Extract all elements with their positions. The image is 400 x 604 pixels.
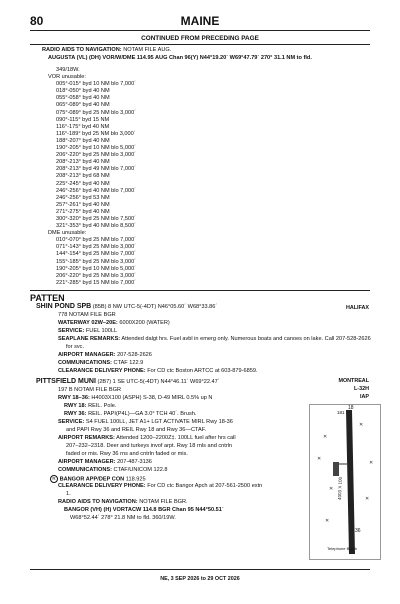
dme-unusable-item: 144°-154° byd 25 NM blo 7,000´ bbox=[56, 251, 137, 258]
vor-unusable-item: 321°-353° byd 40 NM blo 8,500´ bbox=[56, 223, 137, 230]
rwy-36-number: 36 bbox=[355, 528, 361, 534]
tree-icon: ✕ bbox=[325, 518, 330, 524]
waterway-label: WATERWAY 02W–20E: bbox=[58, 320, 118, 326]
rwy-18-number: 18 bbox=[348, 405, 354, 411]
shin-pond-waterway bbox=[58, 320, 170, 327]
pittsfield-comms bbox=[58, 467, 168, 474]
augusta-radio-aids bbox=[42, 47, 171, 54]
vor-unusable-item: 188°-207° byd 40 NM bbox=[56, 137, 110, 144]
remarks-text: Attended dalgt hrs. Fuel avbl in emerg only. Numerous boats and canoes on lake. Call 207-528-2626 bbox=[121, 336, 371, 342]
augusta-unusable-block bbox=[48, 59, 368, 287]
remarks-text: Attended 1200–2200Z‡. 100LL fuel after hrs call bbox=[116, 435, 236, 441]
pittsfield-remarks bbox=[58, 435, 236, 442]
header-rule-2 bbox=[30, 44, 370, 45]
pittsfield-line2: 197 B NOTAM FILE BGR bbox=[58, 387, 121, 393]
service-label: SERVICE: bbox=[58, 419, 85, 425]
page-number: 80 bbox=[30, 14, 44, 28]
tree-icon: ✕ bbox=[359, 422, 364, 428]
header-rule bbox=[30, 30, 370, 31]
dme-unusable-item: 221°-285° byd 15 NM blo 7,000´ bbox=[56, 279, 137, 286]
rwy18-label: RWY 18: bbox=[64, 403, 87, 409]
airport-diagram bbox=[309, 404, 381, 560]
vor-unusable-item: 208°-213° byd 49 NM blo 7,000´ bbox=[56, 166, 137, 173]
pittsfield-radio bbox=[58, 499, 188, 506]
runway-dimensions: 4003 X 100 bbox=[337, 476, 343, 501]
dme-unusable-item: 206°-220° byd 25 NM blo 3,000´ bbox=[56, 272, 137, 279]
vor-unusable-item: 116°-175° byd 40 NM bbox=[56, 123, 110, 130]
clearance-text: For CD ctc Boston ARTCC at 603-879-6859. bbox=[147, 368, 258, 374]
footer-rule bbox=[30, 569, 370, 570]
service-text: FUEL 100LL bbox=[85, 328, 118, 334]
pittsfield-remarks-line: 207–232–2318. Deer and turkeys invof arpt. Rwy 18 rnls and cntrln bbox=[66, 443, 233, 449]
rwy-text: H4003X100 (ASPH) S-38, D-49 MIRL 0.5% up N bbox=[91, 395, 213, 401]
approach-text: 118.925 bbox=[125, 476, 146, 483]
vor-unusable-item: 300°-320° byd 25 NM blo 7,500´ bbox=[56, 215, 137, 222]
rwy18-text: REIL. Pole. bbox=[88, 403, 117, 409]
pittsfield-name: PITTSFIELD MUNI bbox=[36, 378, 96, 385]
augusta-radio-label: RADIO AIDS TO NAVIGATION: bbox=[42, 47, 122, 53]
elevation-label: 181 bbox=[337, 410, 345, 415]
shin-pond-remarks-2: for svc. bbox=[66, 344, 85, 350]
vor-unusable-item: 116°-189° byd 25 NM blo 3,000´ bbox=[56, 130, 136, 137]
dme-unusable-label: DME unusable: bbox=[48, 230, 87, 237]
clearance-label: CLEARANCE DELIVERY PHONE: bbox=[58, 368, 146, 374]
augusta-vortac-line1: AUGUSTA (VL) (DH) VOR/W/DME 114.95 AUG Chan 96(Y) N44°19.20´ W69°47.79´ 270° 31.1 NM to fld. bbox=[48, 55, 312, 61]
radio-label: RADIO AIDS TO NAVIGATION: bbox=[58, 499, 138, 505]
rwy36-label: RWY 36: bbox=[64, 411, 87, 417]
remarks-label: AIRPORT REMARKS: bbox=[58, 435, 115, 441]
dme-unusable-item: 071°-143° byd 25 NM blo 3,000´ bbox=[56, 244, 137, 251]
pittsfield-clearance-2: 1. bbox=[66, 491, 71, 497]
vor-unusable-item: 075°-089° byd 25 NM blo 3,000´ bbox=[56, 109, 137, 116]
pittsfield-rwy36 bbox=[64, 411, 196, 418]
patten-rule bbox=[30, 290, 370, 291]
vor-unusable-item: 005°-015° byd 10 NM blo 7,000´ bbox=[56, 81, 137, 88]
shin-pond-clearance bbox=[58, 368, 258, 375]
pittsfield-service-2: and PAPI Rwy 36 and REIL Rwy 18 and Rwy 36—CTAF. bbox=[66, 427, 207, 433]
manager-text: 207-528-2626 bbox=[117, 352, 152, 358]
shin-pond-comms bbox=[58, 360, 143, 367]
augusta-radio-text: NOTAM FILE AUG. bbox=[123, 47, 172, 53]
continued-banner: CONTINUED FROM PRECEDING PAGE bbox=[141, 35, 259, 42]
vor-unusable-item: 190°-205° byd 10 NM blo 5,000´ bbox=[56, 145, 137, 152]
vor-unusable-item: 065°-089° byd 40 NM bbox=[56, 102, 110, 109]
pittsfield-rwy18 bbox=[64, 403, 116, 410]
pittsfield-id-line bbox=[36, 378, 220, 386]
bangor-vortac-line2: W68°52.44´ 278° 21.8 NM to fld. 360/19W. bbox=[70, 515, 176, 521]
shin-pond-remarks bbox=[58, 336, 371, 343]
vor-unusable-item: 246°-256° byd 53 NM bbox=[56, 194, 110, 201]
remarks-label: SEAPLANE REMARKS: bbox=[58, 336, 121, 342]
comms-label: COMMUNICATIONS: bbox=[58, 467, 112, 473]
tree-icon: ✕ bbox=[329, 486, 334, 492]
shin-pond-region: HALIFAX bbox=[345, 305, 369, 311]
vor-unusable-item: 208°-213° byd 68 NM bbox=[56, 173, 110, 180]
vor-unusable-item: 257°-261° byd 40 NM bbox=[56, 201, 110, 208]
service-label: SERVICE: bbox=[58, 328, 85, 334]
diagram-frame bbox=[310, 405, 381, 560]
pittsfield-manager bbox=[58, 459, 152, 466]
shin-pond-id-line bbox=[36, 303, 217, 311]
shin-pond-line2: 778 NOTAM FILE BGR bbox=[58, 312, 116, 318]
vor-unusable-item: 055°-058° byd 40 NM bbox=[56, 95, 110, 102]
pittsfield-clearance bbox=[58, 483, 262, 490]
pittsfield-iap: IAP bbox=[360, 394, 369, 400]
comms-text: CTAF 122.9 bbox=[113, 360, 144, 366]
manager-label: AIRPORT MANAGER: bbox=[58, 459, 116, 465]
pittsfield-id: (2B7) 1 SE UTC-5(-4DT) N44°46.11´ W69°22.47´ bbox=[97, 379, 220, 385]
vor-unusable-item: 246°-256° byd 40 NM blo 7,000´ bbox=[56, 187, 137, 194]
rwy-label: RWY 18–36: bbox=[58, 395, 90, 401]
vor-unusable-item: 018°-050° byd 40 NM bbox=[56, 88, 110, 95]
comms-text: CTAF/UNICOM 122.8 bbox=[113, 467, 168, 473]
dme-unusable-item: 010°-070° byd 25 NM blo 7,000´ bbox=[56, 237, 137, 244]
tree-icon: ✕ bbox=[369, 460, 374, 466]
tree-icon: ✕ bbox=[365, 496, 370, 502]
dme-unusable-item: 155°-185° byd 25 NM blo 3,000´ bbox=[56, 258, 137, 265]
rwy36-text: REIL. PAPI(P4L)—GA 3.0° TCH 40´. Brush. bbox=[88, 411, 197, 417]
radio-circle-icon: R bbox=[50, 475, 58, 483]
pittsfield-chart: L-32H bbox=[354, 386, 369, 392]
manager-text: 207-487-3136 bbox=[117, 459, 152, 465]
tree-icon: ✕ bbox=[317, 456, 322, 462]
pittsfield-service bbox=[58, 419, 233, 426]
augusta-vortac-line2: 349/18W. bbox=[56, 67, 80, 73]
shin-pond-manager bbox=[58, 352, 152, 359]
vor-unusable-item: 208°-213° byd 40 NM bbox=[56, 159, 110, 166]
vor-unusable-item: 090°-115° byd 15 NM bbox=[56, 116, 110, 123]
radio-text: NOTAM FILE BGR. bbox=[139, 499, 188, 505]
city-heading-patten: PATTEN bbox=[30, 293, 65, 303]
approach-label: BANGOR APP/DEP CON bbox=[59, 476, 125, 483]
vor-unusable-item: 271°-275° byd 40 NM bbox=[56, 208, 110, 215]
clearance-label: CLEARANCE DELIVERY PHONE: bbox=[58, 483, 146, 489]
waterway-text: 6000X200 (WATER) bbox=[119, 320, 170, 326]
vor-unusable-label: VOR unusable: bbox=[48, 74, 86, 81]
bangor-vortac-line1: BANGOR (VH) (H) VORTACW 114.8 BGR Chan 95 N44°50.51´ bbox=[64, 507, 224, 513]
pittsfield-region: MONTREAL bbox=[338, 378, 369, 384]
shin-pond-name: SHIN POND SPB bbox=[36, 303, 92, 310]
apron bbox=[333, 462, 339, 476]
shin-pond-service bbox=[58, 328, 117, 335]
dme-unusable-item: 190°-205° byd 10 NM blo 5,000´ bbox=[56, 265, 137, 272]
footer-effective-dates: NE, 3 SEP 2026 to 29 OCT 2026 bbox=[160, 576, 240, 582]
comms-label: COMMUNICATIONS: bbox=[58, 360, 112, 366]
vor-unusable-item: 225°-245° byd 40 NM bbox=[56, 180, 110, 187]
pittsfield-remarks-line: faded or mis. Rwy 36 rns and cntrln faded or mis. bbox=[66, 451, 188, 457]
shin-pond-id: (85B) 8 NW UTC-5(-4DT) N46°05.60´ W68°33.86´ bbox=[92, 304, 218, 310]
pittsfield-rwy bbox=[58, 395, 212, 402]
state-title: MAINE bbox=[180, 14, 220, 28]
service-text: S4 FUEL 100LL, JET A1+ LGT ACTIVATE MIRL Rwy 18-36 bbox=[85, 419, 233, 425]
tree-icon: ✕ bbox=[323, 434, 328, 440]
telephone-note: Telephone Booth bbox=[327, 546, 358, 551]
manager-label: AIRPORT MANAGER: bbox=[58, 352, 116, 358]
clearance-text: For CD ctc Bangor Apch at 207-561-2500 extn bbox=[147, 483, 263, 489]
vor-unusable-item: 206°-220° byd 25 NM blo 3,000´ bbox=[56, 152, 137, 159]
